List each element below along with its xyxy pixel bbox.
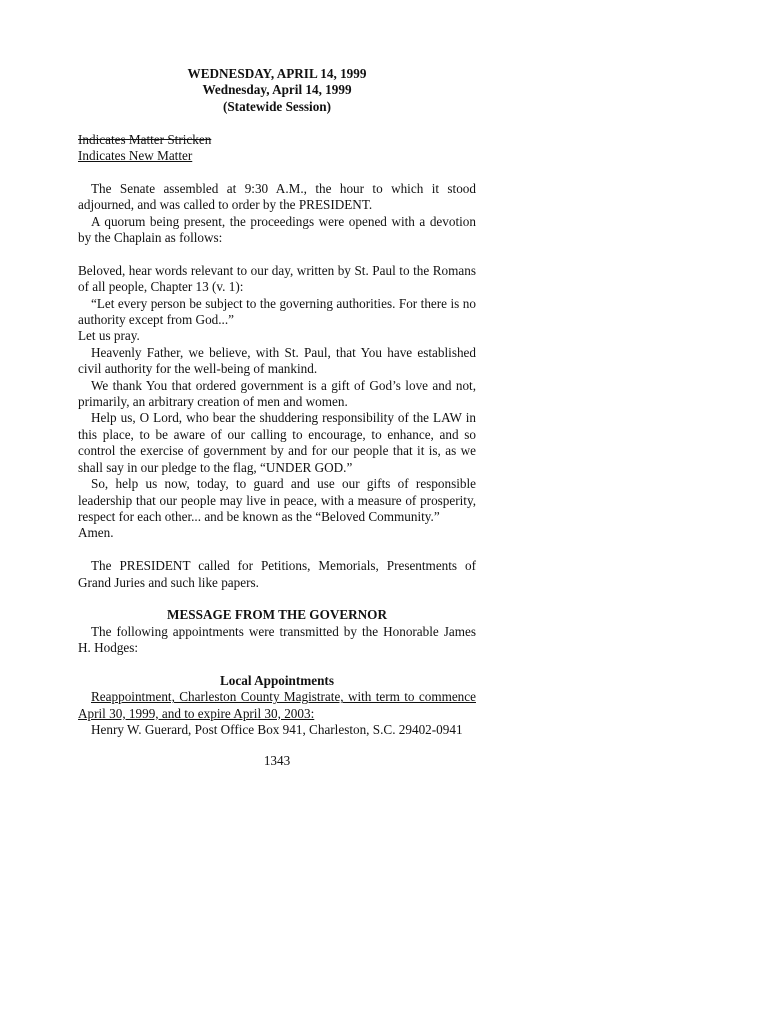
appointee-name: Henry W. Guerard, Post Office Box 941, Charleston, S.C. 29402-0941 [91,722,463,738]
paragraph-pray: Let us pray. [78,328,140,344]
header-session: (Statewide Session) [222,98,332,114]
document-page [78,66,476,769]
spacer [78,115,476,131]
spacer [78,246,476,262]
paragraph-so-help-us: So, help us now, today, to guard and use our gifts of responsible leadership that our people may live in peace, with a measure of prosperity, respect for each other... and be known as the “Beloved Community.” [78,476,476,524]
legend-stricken: Indicates Matter Stricken [78,131,212,147]
spacer [78,591,476,607]
paragraph-beloved: Beloved, hear words relevant to our day, written by St. Paul to the Romans of all people, Chapter 13 (v. 1): [78,262,476,295]
paragraph-help-us: Help us, O Lord, who bear the shuddering responsibility of the LAW in this place, to be aware of our calling to encourage, to enhance, and so control the exercise of government by and for our people that it is, as we shall say in our pledge to the flag, “UNDER GOD.” [78,410,476,475]
message-heading: MESSAGE FROM THE GOVERNOR [167,607,387,623]
paragraph-quote: “Let every person be subject to the governing authorities. For there is no authority except from God...” [78,295,476,328]
paragraph-assembled: The Senate assembled at 9:30 A.M., the hour to which it stood adjourned, and was called to order by the PRESIDENT. [78,180,476,213]
appointments-heading: Local Appointments [220,672,334,688]
header-date-upper: WEDNESDAY, APRIL 14, 1999 [187,66,367,81]
spacer [78,164,476,180]
paragraph-heavenly-father: Heavenly Father, we believe, with St. Paul, that You have established civil authority for the well-being of mankind. [78,344,476,377]
legend-new: Indicates New Matter [78,148,193,164]
spacer [78,657,476,673]
paragraph-thank-you: We thank You that ordered government is a gift of God’s love and not, primarily, an arbitrary creation of men and women. [78,377,476,410]
message-text: The following appointments were transmitted by the Honorable James H. Hodges: [78,623,476,656]
spacer [78,542,476,558]
paragraph-petitions: The PRESIDENT called for Petitions, Memorials, Presentments of Grand Juries and such like papers. [78,558,476,590]
page-number: 1343 [263,752,291,768]
paragraph-quorum: A quorum being present, the proceedings were opened with a devotion by the Chaplain as follows: [78,213,476,246]
appointment-item: Reappointment, Charleston County Magistrate, with term to commence April 30, 1999, and to expire April 30, 2003: [78,689,476,721]
paragraph-amen: Amen. [78,525,114,541]
header-date: Wednesday, April 14, 1999 [202,82,352,98]
